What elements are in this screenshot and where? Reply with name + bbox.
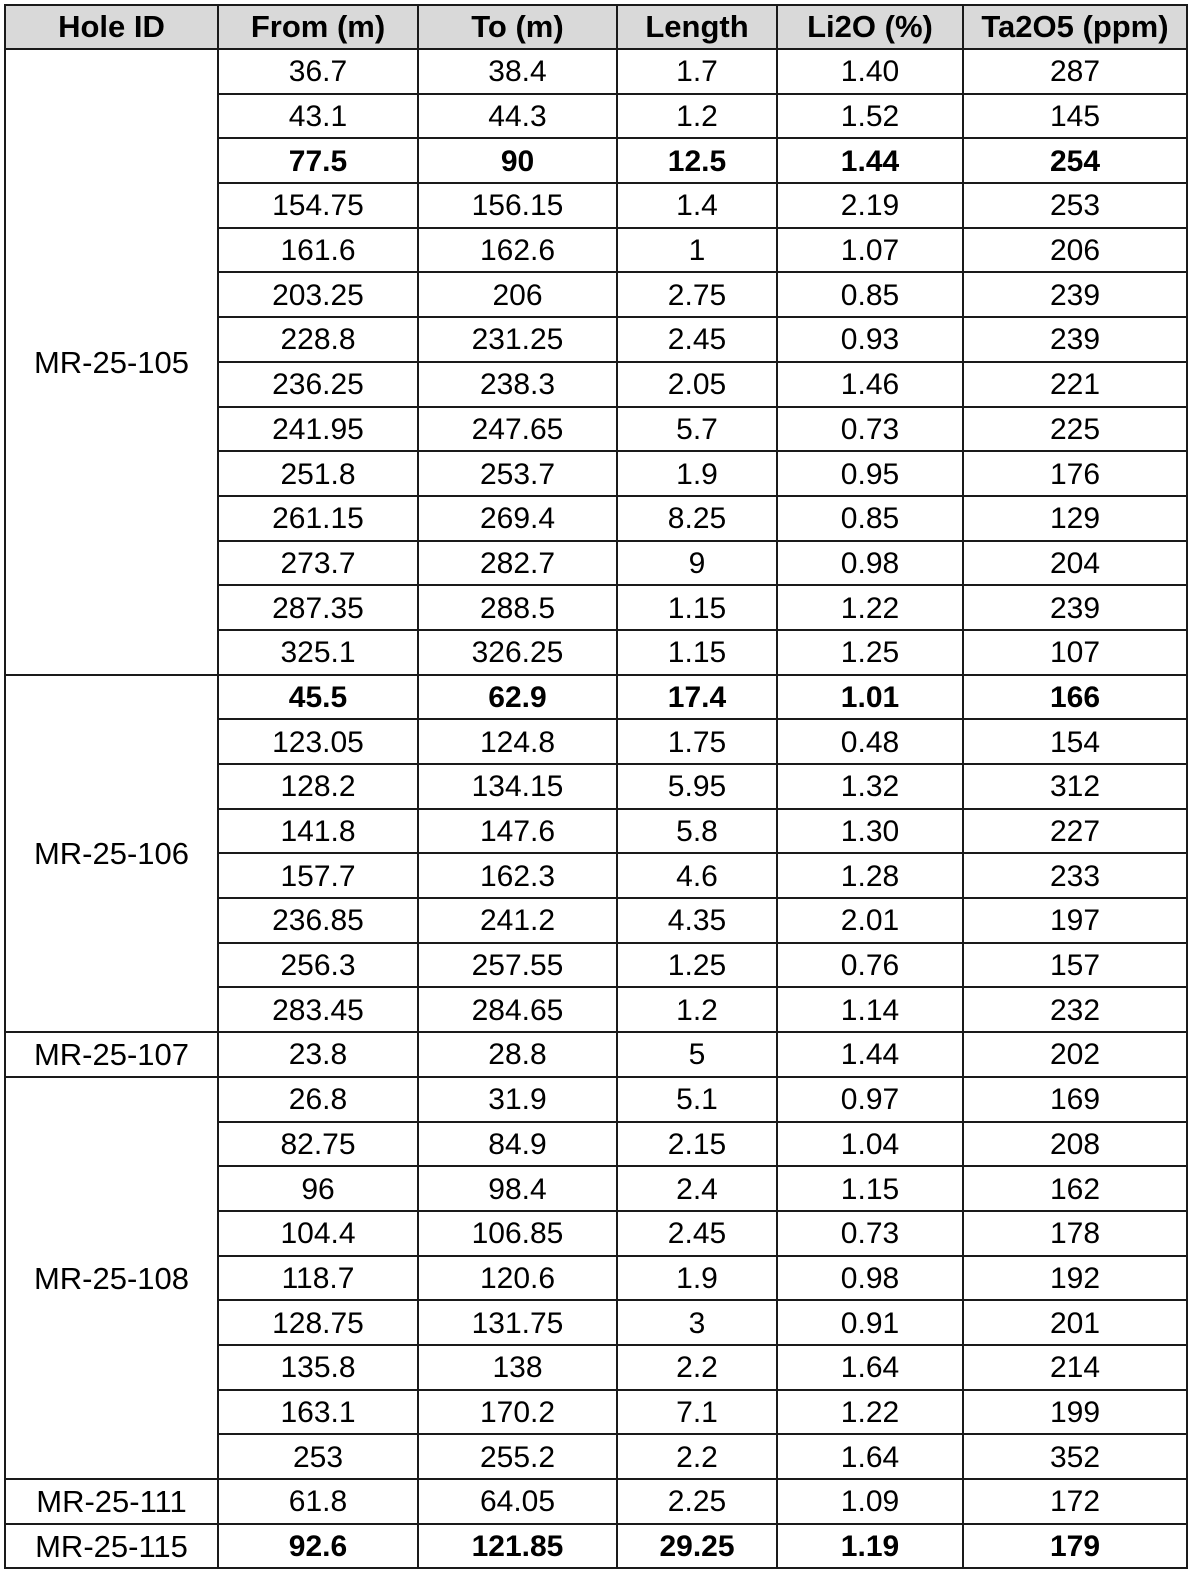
cell-to: 231.25 [418, 317, 617, 362]
cell-from: 128.75 [218, 1300, 418, 1345]
cell-from: 23.8 [218, 1032, 418, 1077]
cell-to: 106.85 [418, 1211, 617, 1256]
cell-length: 1.2 [617, 987, 777, 1032]
cell-from: 241.95 [218, 407, 418, 452]
cell-to: 269.4 [418, 496, 617, 541]
cell-ta2o5: 254 [963, 138, 1187, 183]
cell-length: 8.25 [617, 496, 777, 541]
cell-from: 287.35 [218, 585, 418, 630]
cell-ta2o5: 169 [963, 1077, 1187, 1122]
cell-length: 1.2 [617, 94, 777, 139]
cell-ta2o5: 352 [963, 1434, 1187, 1479]
cell-from: 82.75 [218, 1122, 418, 1167]
cell-from: 253 [218, 1434, 418, 1479]
cell-li2o: 0.73 [777, 1211, 963, 1256]
cell-li2o: 1.15 [777, 1166, 963, 1211]
cell-from: 26.8 [218, 1077, 418, 1122]
cell-from: 77.5 [218, 138, 418, 183]
cell-to: 326.25 [418, 630, 617, 675]
cell-to: 282.7 [418, 541, 617, 586]
cell-from: 251.8 [218, 451, 418, 496]
cell-from: 261.15 [218, 496, 418, 541]
cell-li2o: 0.98 [777, 541, 963, 586]
cell-hole-id: MR-25-115 [5, 1524, 218, 1569]
cell-to: 64.05 [418, 1479, 617, 1524]
header-li2o: Li2O (%) [777, 5, 963, 49]
cell-length: 1.15 [617, 585, 777, 630]
header-row [5, 5, 1187, 49]
cell-to: 131.75 [418, 1300, 617, 1345]
cell-ta2o5: 179 [963, 1524, 1187, 1569]
cell-ta2o5: 232 [963, 987, 1187, 1032]
cell-length: 5.95 [617, 764, 777, 809]
cell-ta2o5: 239 [963, 585, 1187, 630]
cell-to: 134.15 [418, 764, 617, 809]
cell-from: 45.5 [218, 675, 418, 720]
cell-to: 257.55 [418, 943, 617, 988]
cell-li2o: 1.19 [777, 1524, 963, 1569]
cell-length: 29.25 [617, 1524, 777, 1569]
assay-results-table [4, 4, 1188, 1569]
cell-hole-id: MR-25-105 [5, 49, 218, 675]
cell-to: 28.8 [418, 1032, 617, 1077]
cell-to: 170.2 [418, 1390, 617, 1435]
cell-to: 120.6 [418, 1256, 617, 1301]
header-hole-id: Hole ID [5, 5, 218, 49]
cell-to: 238.3 [418, 362, 617, 407]
cell-ta2o5: 192 [963, 1256, 1187, 1301]
cell-length: 4.6 [617, 853, 777, 898]
cell-from: 203.25 [218, 272, 418, 317]
cell-length: 1.7 [617, 49, 777, 94]
cell-ta2o5: 214 [963, 1345, 1187, 1390]
cell-ta2o5: 208 [963, 1122, 1187, 1167]
cell-li2o: 1.46 [777, 362, 963, 407]
cell-to: 284.65 [418, 987, 617, 1032]
cell-li2o: 0.91 [777, 1300, 963, 1345]
cell-from: 161.6 [218, 228, 418, 273]
cell-from: 141.8 [218, 809, 418, 854]
cell-from: 325.1 [218, 630, 418, 675]
cell-li2o: 0.48 [777, 719, 963, 764]
cell-from: 154.75 [218, 183, 418, 228]
table-row [5, 1032, 1187, 1077]
cell-to: 206 [418, 272, 617, 317]
cell-length: 1.9 [617, 1256, 777, 1301]
cell-hole-id: MR-25-111 [5, 1479, 218, 1524]
cell-hole-id: MR-25-107 [5, 1032, 218, 1077]
cell-li2o: 1.22 [777, 1390, 963, 1435]
header-ta2o5: Ta2O5 (ppm) [963, 5, 1187, 49]
cell-li2o: 0.98 [777, 1256, 963, 1301]
cell-ta2o5: 199 [963, 1390, 1187, 1435]
cell-to: 162.6 [418, 228, 617, 273]
cell-li2o: 1.07 [777, 228, 963, 273]
cell-li2o: 1.25 [777, 630, 963, 675]
cell-li2o: 1.32 [777, 764, 963, 809]
cell-li2o: 1.44 [777, 1032, 963, 1077]
header-to: To (m) [418, 5, 617, 49]
table-row [5, 1479, 1187, 1524]
cell-to: 255.2 [418, 1434, 617, 1479]
cell-length: 2.45 [617, 317, 777, 362]
cell-length: 9 [617, 541, 777, 586]
cell-to: 138 [418, 1345, 617, 1390]
cell-from: 236.25 [218, 362, 418, 407]
cell-li2o: 1.30 [777, 809, 963, 854]
cell-length: 1.15 [617, 630, 777, 675]
cell-from: 273.7 [218, 541, 418, 586]
cell-li2o: 1.52 [777, 94, 963, 139]
cell-ta2o5: 197 [963, 898, 1187, 943]
cell-li2o: 2.01 [777, 898, 963, 943]
cell-from: 236.85 [218, 898, 418, 943]
cell-from: 36.7 [218, 49, 418, 94]
cell-from: 163.1 [218, 1390, 418, 1435]
cell-to: 38.4 [418, 49, 617, 94]
cell-length: 1.25 [617, 943, 777, 988]
header-length: Length [617, 5, 777, 49]
cell-ta2o5: 172 [963, 1479, 1187, 1524]
cell-ta2o5: 162 [963, 1166, 1187, 1211]
cell-length: 2.4 [617, 1166, 777, 1211]
cell-li2o: 0.76 [777, 943, 963, 988]
cell-length: 2.2 [617, 1345, 777, 1390]
cell-ta2o5: 176 [963, 451, 1187, 496]
cell-to: 84.9 [418, 1122, 617, 1167]
cell-from: 135.8 [218, 1345, 418, 1390]
cell-ta2o5: 206 [963, 228, 1187, 273]
cell-length: 2.05 [617, 362, 777, 407]
cell-ta2o5: 201 [963, 1300, 1187, 1345]
cell-from: 157.7 [218, 853, 418, 898]
cell-ta2o5: 178 [963, 1211, 1187, 1256]
cell-ta2o5: 312 [963, 764, 1187, 809]
cell-ta2o5: 107 [963, 630, 1187, 675]
cell-length: 1.75 [617, 719, 777, 764]
cell-ta2o5: 225 [963, 407, 1187, 452]
cell-li2o: 1.28 [777, 853, 963, 898]
cell-li2o: 0.85 [777, 496, 963, 541]
cell-to: 253.7 [418, 451, 617, 496]
cell-from: 123.05 [218, 719, 418, 764]
cell-li2o: 0.73 [777, 407, 963, 452]
cell-length: 1.9 [617, 451, 777, 496]
cell-ta2o5: 154 [963, 719, 1187, 764]
cell-ta2o5: 157 [963, 943, 1187, 988]
table-row [5, 675, 1187, 720]
cell-to: 62.9 [418, 675, 617, 720]
cell-length: 17.4 [617, 675, 777, 720]
cell-to: 162.3 [418, 853, 617, 898]
cell-length: 5.8 [617, 809, 777, 854]
cell-length: 3 [617, 1300, 777, 1345]
header-from: From (m) [218, 5, 418, 49]
cell-from: 128.2 [218, 764, 418, 809]
cell-length: 4.35 [617, 898, 777, 943]
cell-li2o: 0.85 [777, 272, 963, 317]
cell-li2o: 1.09 [777, 1479, 963, 1524]
cell-li2o: 0.97 [777, 1077, 963, 1122]
cell-length: 1.4 [617, 183, 777, 228]
cell-to: 124.8 [418, 719, 617, 764]
cell-li2o: 0.93 [777, 317, 963, 362]
cell-ta2o5: 233 [963, 853, 1187, 898]
cell-to: 90 [418, 138, 617, 183]
cell-length: 1 [617, 228, 777, 273]
cell-li2o: 1.44 [777, 138, 963, 183]
cell-ta2o5: 204 [963, 541, 1187, 586]
cell-to: 247.65 [418, 407, 617, 452]
cell-ta2o5: 253 [963, 183, 1187, 228]
cell-ta2o5: 145 [963, 94, 1187, 139]
cell-ta2o5: 287 [963, 49, 1187, 94]
cell-to: 44.3 [418, 94, 617, 139]
cell-from: 228.8 [218, 317, 418, 362]
cell-li2o: 2.19 [777, 183, 963, 228]
cell-from: 283.45 [218, 987, 418, 1032]
table-body [5, 49, 1187, 1568]
cell-from: 43.1 [218, 94, 418, 139]
table-row [5, 1524, 1187, 1569]
cell-length: 2.25 [617, 1479, 777, 1524]
cell-from: 96 [218, 1166, 418, 1211]
cell-length: 2.2 [617, 1434, 777, 1479]
cell-ta2o5: 239 [963, 317, 1187, 362]
cell-from: 92.6 [218, 1524, 418, 1569]
cell-length: 5 [617, 1032, 777, 1077]
cell-ta2o5: 202 [963, 1032, 1187, 1077]
cell-to: 147.6 [418, 809, 617, 854]
cell-ta2o5: 227 [963, 809, 1187, 854]
cell-length: 2.75 [617, 272, 777, 317]
cell-length: 12.5 [617, 138, 777, 183]
cell-li2o: 1.22 [777, 585, 963, 630]
cell-li2o: 1.01 [777, 675, 963, 720]
cell-hole-id: MR-25-106 [5, 675, 218, 1033]
cell-li2o: 1.64 [777, 1434, 963, 1479]
cell-to: 98.4 [418, 1166, 617, 1211]
cell-li2o: 1.04 [777, 1122, 963, 1167]
cell-ta2o5: 221 [963, 362, 1187, 407]
cell-from: 118.7 [218, 1256, 418, 1301]
cell-ta2o5: 166 [963, 675, 1187, 720]
cell-to: 121.85 [418, 1524, 617, 1569]
cell-li2o: 0.95 [777, 451, 963, 496]
cell-from: 104.4 [218, 1211, 418, 1256]
cell-li2o: 1.40 [777, 49, 963, 94]
cell-length: 5.7 [617, 407, 777, 452]
cell-li2o: 1.64 [777, 1345, 963, 1390]
cell-hole-id: MR-25-108 [5, 1077, 218, 1479]
cell-to: 288.5 [418, 585, 617, 630]
cell-to: 241.2 [418, 898, 617, 943]
assay-results-table-container [4, 4, 1188, 1569]
cell-to: 156.15 [418, 183, 617, 228]
cell-from: 61.8 [218, 1479, 418, 1524]
cell-li2o: 1.14 [777, 987, 963, 1032]
cell-length: 2.45 [617, 1211, 777, 1256]
table-row [5, 49, 1187, 94]
cell-length: 5.1 [617, 1077, 777, 1122]
table-row [5, 1077, 1187, 1122]
cell-ta2o5: 239 [963, 272, 1187, 317]
cell-to: 31.9 [418, 1077, 617, 1122]
cell-length: 2.15 [617, 1122, 777, 1167]
cell-length: 7.1 [617, 1390, 777, 1435]
cell-ta2o5: 129 [963, 496, 1187, 541]
cell-from: 256.3 [218, 943, 418, 988]
